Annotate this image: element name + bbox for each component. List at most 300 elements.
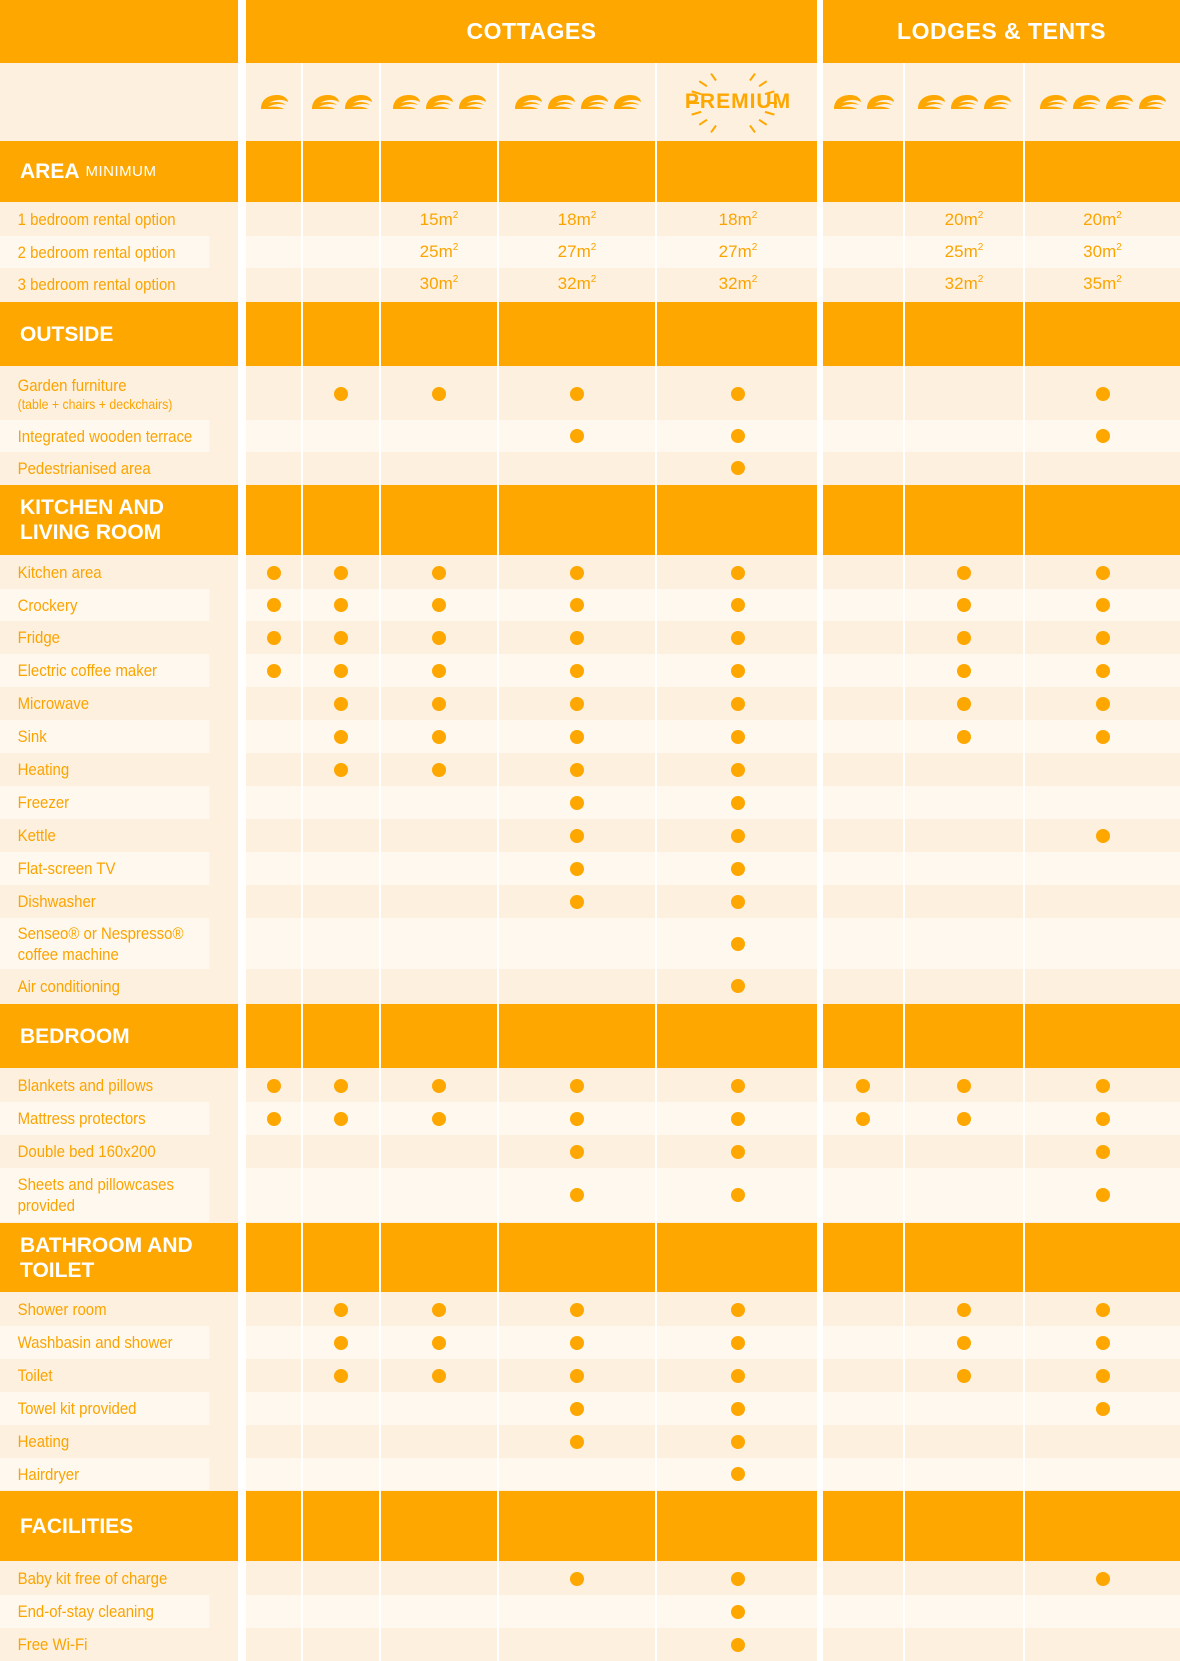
table-cell [905,687,1023,720]
section-band-cell [905,141,1023,202]
cottages-header: COTTAGES [246,0,817,63]
area-value: $32m^2$ [557,274,597,293]
shell-icon [612,93,642,111]
included-dot-icon [731,631,745,645]
row-label-text: Mattress protectors [17,1109,146,1128]
included-dot-icon [731,1638,745,1652]
included-dot-icon [731,1336,745,1350]
table-cell [246,452,301,484]
section-title [0,1004,238,1068]
section-band-cell [381,485,497,555]
table-cell [303,367,379,420]
row-label [0,918,209,969]
row-label [0,654,209,687]
shell-icon [546,93,576,111]
table-cell [499,268,655,300]
table-cell [657,1562,819,1595]
included-dot-icon [957,1336,971,1350]
included-dot-icon [570,1402,584,1416]
area-value: $20m^2$ [944,209,984,229]
included-dot-icon [1096,598,1110,612]
section-band-cell [246,1004,301,1068]
table-cell [657,589,819,621]
rating-cell-8 [1025,63,1180,141]
table-cell [905,1595,1023,1628]
row-label-text: Blankets and pillows [17,1076,154,1095]
included-dot-icon [1096,697,1110,711]
table-cell [246,852,301,885]
row-label-text: Towel kit provided [17,1399,137,1418]
shell-icon [1071,93,1101,111]
included-dot-icon [1096,1336,1110,1350]
table-cell [1025,687,1180,720]
table-cell [905,720,1023,753]
table-cell [381,452,497,484]
shell-icon [579,93,609,111]
column-separator [497,63,499,1661]
table-cell [381,1595,497,1628]
table-cell [657,852,819,885]
table-cell [905,885,1023,918]
row-label-text: Microwave [17,694,90,713]
table-cell [657,1069,819,1102]
section-band-cell [303,1491,379,1561]
rating-cell-3 [381,63,497,141]
row-label-text: Pedestrianised area [17,458,151,478]
included-dot-icon [1096,1402,1110,1416]
included-dot-icon [432,1303,446,1317]
table-cell [1025,621,1180,654]
table-cell [303,589,379,621]
included-dot-icon [570,1572,584,1586]
section-band-cell [905,485,1023,555]
table-cell [381,1326,497,1359]
included-dot-icon [731,730,745,744]
table-cell [905,852,1023,885]
table-cell [905,1562,1023,1595]
table-cell [303,1168,379,1222]
included-dot-icon [570,1079,584,1093]
table-cell [499,786,655,819]
table-cell [381,852,497,885]
included-dot-icon [1096,1188,1110,1202]
row-label-text: Air conditioning [17,976,120,996]
table-cell [499,1168,655,1222]
section-title-text: BATHROOM AND TOILET [20,1233,193,1282]
row-label [0,753,209,786]
table-cell [381,654,497,687]
section-band-cell [303,1004,379,1068]
table-cell [246,786,301,819]
table-cell [381,1628,497,1661]
table-cell [499,1102,655,1135]
table-cell [246,720,301,753]
table-cell [499,236,655,268]
section-band-cell [905,302,1023,366]
included-dot-icon [1096,829,1110,843]
table-cell [1025,852,1180,885]
included-dot-icon [1096,1572,1110,1586]
table-cell [499,1069,655,1102]
table-cell [246,1135,301,1168]
section-title-text: OUTSIDE [20,322,114,346]
included-dot-icon [731,566,745,580]
included-dot-icon [731,461,745,475]
table-cell [905,452,1023,484]
table-cell [381,885,497,918]
included-dot-icon [731,1369,745,1383]
table-cell [381,1392,497,1425]
table-cell [657,1425,819,1458]
table-cell [823,1168,903,1222]
table-cell [499,885,655,918]
section-band-cell [657,1223,819,1292]
rating-cell-2 [303,63,379,141]
table-cell [823,753,903,786]
included-dot-icon [856,1112,870,1126]
table-cell [499,687,655,720]
row-label-text: Toilet [17,1366,53,1385]
shell-icon [310,93,340,111]
row-label [0,786,209,819]
section-band-cell [823,1004,903,1068]
table-cell [381,918,497,969]
table-cell [499,589,655,621]
table-cell [499,420,655,452]
section-band-cell [905,1491,1023,1561]
row-label-text: Kettle [17,826,56,845]
table-cell [303,1293,379,1326]
section-band-cell [499,1223,655,1292]
section-band-cell [246,141,301,202]
row-label [0,420,209,452]
included-dot-icon [731,1188,745,1202]
row-label [0,203,209,236]
table-cell [246,1359,301,1392]
included-dot-icon [334,631,348,645]
included-dot-icon [570,862,584,876]
table-cell [381,1069,497,1102]
row-label-text: Sink [17,727,47,746]
row-label [0,1326,209,1359]
shell-icon [982,93,1012,111]
row-label-text: Flat-screen TV [17,859,116,878]
table-cell [246,687,301,720]
section-band-cell [657,1004,819,1068]
table-cell [905,1392,1023,1425]
table-cell [303,420,379,452]
included-dot-icon [1096,1369,1110,1383]
included-dot-icon [267,1079,281,1093]
table-cell [1025,1293,1180,1326]
included-dot-icon [570,429,584,443]
table-cell [381,1168,497,1222]
table-cell [657,1628,819,1661]
section-band-cell [1025,1223,1180,1292]
table-cell [657,885,819,918]
table-cell [657,1293,819,1326]
table-cell [303,1425,379,1458]
table-cell [1025,1102,1180,1135]
table-cell [246,556,301,589]
table-cell [823,969,903,1003]
table-cell [246,1392,301,1425]
table-cell [246,885,301,918]
shell-icon [259,93,289,111]
table-cell [905,753,1023,786]
table-cell [823,786,903,819]
table-cell [246,367,301,420]
table-cell [823,367,903,420]
row-label-text: Crockery [17,595,78,615]
table-cell [905,1069,1023,1102]
section-band-cell [657,141,819,202]
table-cell [303,621,379,654]
table-cell [246,1102,301,1135]
column-gap [817,0,823,63]
included-dot-icon [570,1303,584,1317]
included-dot-icon [570,664,584,678]
table-cell [1025,885,1180,918]
row-label-text: Senseo® or Nespresso® coffee machine [17,923,184,964]
included-dot-icon [570,796,584,810]
table-cell [1025,452,1180,484]
table-cell [303,1458,379,1490]
shell-icon [832,93,862,111]
area-value: $30m^2$ [419,274,459,293]
included-dot-icon [1096,1079,1110,1093]
table-cell [657,452,819,484]
column-separator [817,63,823,1661]
section-subtitle: MINIMUM [85,163,157,180]
row-label [0,969,209,1003]
table-cell [823,852,903,885]
included-dot-icon [267,566,281,580]
table-cell [657,236,819,268]
section-title [0,1223,238,1292]
included-dot-icon [432,730,446,744]
table-cell [381,1293,497,1326]
table-cell [905,268,1023,300]
table-cell [499,1425,655,1458]
included-dot-icon [957,730,971,744]
row-label [0,236,209,268]
section-band-cell [499,485,655,555]
included-dot-icon [731,664,745,678]
row-label [0,367,209,420]
table-cell [246,654,301,687]
table-cell [303,1628,379,1661]
table-cell [1025,1628,1180,1661]
row-label [0,1293,209,1326]
table-cell [246,969,301,1003]
section-band-cell [381,141,497,202]
table-cell [303,819,379,852]
table-cell [303,1359,379,1392]
included-dot-icon [432,1336,446,1350]
included-dot-icon [570,1112,584,1126]
table-cell [303,885,379,918]
table-cell [657,1168,819,1222]
premium-label: PREMIUM [684,90,792,113]
included-dot-icon [334,566,348,580]
table-cell [657,1135,819,1168]
area-value: $18m^2$ [718,209,758,229]
section-band-cell [1025,141,1180,202]
table-cell [823,819,903,852]
table-cell [1025,1168,1180,1222]
table-cell [303,1562,379,1595]
row-label [0,1425,209,1458]
included-dot-icon [731,1145,745,1159]
table-cell [823,420,903,452]
section-band-cell [499,1491,655,1561]
section-title-text: AREA [20,160,80,183]
area-value: $20m^2$ [1083,209,1122,229]
included-dot-icon [432,631,446,645]
table-cell [246,621,301,654]
included-dot-icon [731,387,745,401]
table-cell [499,1359,655,1392]
table-cell [657,654,819,687]
section-band-cell [303,485,379,555]
row-label-text: Fridge [17,628,61,647]
included-dot-icon [432,1369,446,1383]
section-band-cell [303,302,379,366]
row-label [0,1135,209,1168]
table-cell [1025,1069,1180,1102]
table-cell [823,1595,903,1628]
included-dot-icon [957,631,971,645]
table-cell [381,236,497,268]
table-cell [657,1359,819,1392]
included-dot-icon [334,730,348,744]
section-band-cell [381,1491,497,1561]
row-label-text: Freezer [17,793,70,812]
included-dot-icon [334,387,348,401]
table-cell [246,1458,301,1490]
table-cell [246,1168,301,1222]
section-title [0,1491,238,1561]
section-band-cell [657,1491,819,1561]
shell-icon [424,93,454,111]
table-cell [381,556,497,589]
included-dot-icon [334,1112,348,1126]
included-dot-icon [1096,566,1110,580]
table-cell [1025,589,1180,621]
row-label [0,1069,209,1102]
table-cell [499,1326,655,1359]
section-band-cell [1025,1004,1180,1068]
table-cell [657,753,819,786]
row-label-text: Dishwasher [17,892,96,911]
row-label [0,1359,209,1392]
included-dot-icon [957,1112,971,1126]
table-cell [499,1392,655,1425]
table-cell [303,687,379,720]
section-band-cell [657,302,819,366]
row-label [0,885,209,918]
table-cell [823,654,903,687]
table-cell [303,1392,379,1425]
table-cell [303,720,379,753]
table-cell [1025,236,1180,268]
table-cell [499,720,655,753]
table-cell [823,1069,903,1102]
area-value: $15m^2$ [419,209,459,229]
table-cell [381,1458,497,1490]
row-label-text: Sheets and pillowcases provided [17,1175,174,1215]
shell-icon [457,93,487,111]
included-dot-icon [334,598,348,612]
table-cell [657,556,819,589]
included-dot-icon [731,1303,745,1317]
table-cell [303,1595,379,1628]
table-cell [381,753,497,786]
row-sublabel: (table + chairs + deckchairs) [17,396,173,412]
table-cell [246,1628,301,1661]
table-cell [823,1326,903,1359]
table-cell [823,1135,903,1168]
included-dot-icon [957,1303,971,1317]
included-dot-icon [1096,387,1110,401]
table-cell [246,819,301,852]
table-cell [905,556,1023,589]
included-dot-icon [570,829,584,843]
row-label-text: Washbasin and shower [17,1333,173,1352]
table-cell [657,1392,819,1425]
table-cell [499,918,655,969]
area-value: $18m^2$ [557,209,597,229]
shell-icon [513,93,543,111]
included-dot-icon [731,862,745,876]
table-cell [499,1293,655,1326]
table-cell [657,1458,819,1490]
table-cell [823,1425,903,1458]
included-dot-icon [957,566,971,580]
table-cell [499,1135,655,1168]
table-cell [657,720,819,753]
area-value: $27m^2$ [557,242,597,261]
row-label-text: 3 bedroom rental option [17,274,176,294]
table-cell [905,1135,1023,1168]
row-label [0,852,209,885]
section-band-cell [823,485,903,555]
row-label [0,1392,209,1425]
table-cell [1025,786,1180,819]
table-cell [499,452,655,484]
table-cell [246,268,301,300]
table-cell [1025,556,1180,589]
table-cell [246,1293,301,1326]
table-cell [381,786,497,819]
row-label-text: Heating [17,760,70,779]
included-dot-icon [731,763,745,777]
table-cell [823,1359,903,1392]
section-band-cell [246,1223,301,1292]
row-label-text: 1 bedroom rental option [17,210,176,229]
included-dot-icon [334,1369,348,1383]
table-cell [381,268,497,300]
included-dot-icon [731,895,745,909]
table-cell [381,203,497,236]
included-dot-icon [957,1369,971,1383]
section-band-cell [246,485,301,555]
included-dot-icon [1096,664,1110,678]
table-cell [246,236,301,268]
included-dot-icon [731,1112,745,1126]
table-cell [246,420,301,452]
